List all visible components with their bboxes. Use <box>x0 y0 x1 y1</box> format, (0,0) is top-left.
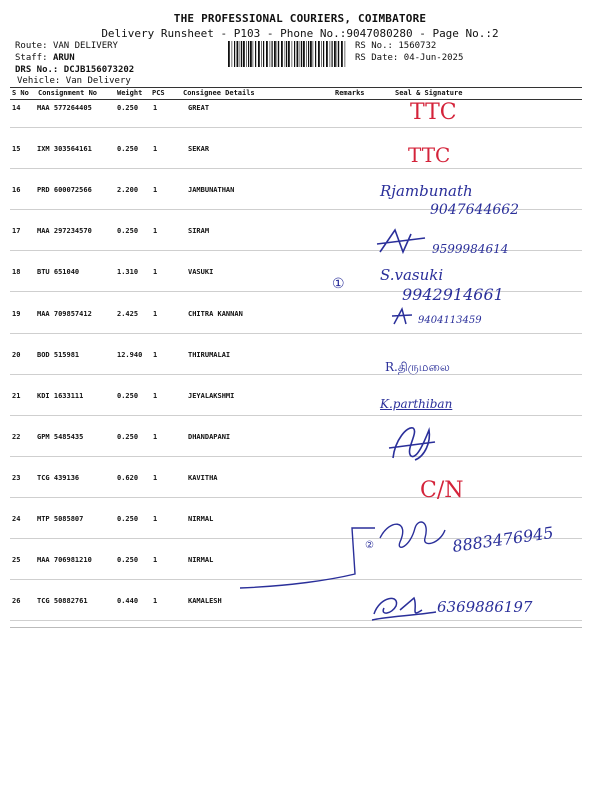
staff-value: ARUN <box>52 53 75 63</box>
row-pcs: 1 <box>153 268 158 277</box>
row-sno: 18 <box>12 268 21 277</box>
row-weight: 0.440 <box>117 597 139 606</box>
row-weight: 0.250 <box>117 432 139 441</box>
row-consignee: NIRMAL <box>188 515 214 523</box>
row-pcs: 1 <box>153 515 158 523</box>
rs-no-label: RS No.: <box>355 41 393 51</box>
row-weight: 1.310 <box>117 268 139 277</box>
row-consignee: KAVITHA <box>188 473 218 482</box>
row-sno: 14 <box>12 104 21 112</box>
route-value: VAN DELIVERY <box>52 41 118 51</box>
row-consignee: THIRUMALAI <box>188 350 231 359</box>
signature-row-14: TTC <box>410 100 457 125</box>
row-divider <box>10 127 582 128</box>
header-top-rule <box>10 87 582 88</box>
row-consignee: JEYALAKSHMI <box>188 391 235 400</box>
row-weight: 0.250 <box>117 391 139 400</box>
vehicle-line <box>17 76 131 86</box>
col-remarks: Remarks <box>335 89 365 97</box>
row-consignment-no: MAA 297234570 <box>37 227 92 236</box>
staff-label: Staff: <box>15 53 48 63</box>
row-consignee: GREAT <box>188 104 210 112</box>
row-weight: 0.250 <box>117 145 139 154</box>
row-consignment-no: MAA 577264405 <box>37 104 92 112</box>
row-pcs: 1 <box>153 432 158 441</box>
row-sno: 26 <box>12 597 21 606</box>
vehicle-value: Van Delivery <box>65 76 131 86</box>
row-consignment-no: MAA 706981210 <box>37 556 92 565</box>
table-row <box>0 227 600 268</box>
row-pcs: 1 <box>153 473 158 482</box>
signature-row-24-phone: 8883476945 <box>451 523 555 556</box>
row-pcs: 1 <box>153 104 158 112</box>
row-divider <box>10 456 582 457</box>
signature-row-24-scribble <box>240 508 470 593</box>
row-sno: 19 <box>12 309 21 318</box>
signature-row-22-scribble <box>385 420 445 465</box>
signature-row-21: K.parthiban <box>380 397 453 411</box>
row-sno: 25 <box>12 556 21 565</box>
remark-row-18: ① <box>332 276 345 292</box>
col-pcs: PCS <box>152 89 165 97</box>
row-pcs: 1 <box>153 309 158 318</box>
row-consignment-no: TCG 50882761 <box>37 597 88 606</box>
row-divider <box>10 374 582 375</box>
row-consignment-no: MAA 709857412 <box>37 309 92 318</box>
row-consignee: SIRAM <box>188 227 210 236</box>
rs-date-line <box>355 53 463 63</box>
row-consignee: VASUKI <box>188 268 214 277</box>
row-divider <box>10 168 582 169</box>
header-bottom-rule <box>10 99 582 100</box>
row-weight: 0.620 <box>117 473 139 482</box>
signature-row-16-phone: 9047644662 <box>430 202 520 218</box>
signature-row-17-phone: 9599984614 <box>432 242 509 256</box>
signature-row-17-scribble <box>375 222 435 262</box>
signature-row-24-mark: ② <box>365 540 374 551</box>
row-divider <box>10 333 582 334</box>
row-consignment-no: MTP 5085807 <box>37 515 84 523</box>
row-sno: 16 <box>12 186 21 195</box>
table-row <box>0 392 600 433</box>
row-pcs: 1 <box>153 186 158 195</box>
runsheet-line: Delivery Runsheet - P103 - Phone No.:9047080280 - Page No.:2 <box>101 27 499 40</box>
table-row <box>0 433 600 474</box>
row-consignment-no: TCG 439136 <box>37 473 80 482</box>
table-row <box>0 268 600 309</box>
row-sno: 23 <box>12 473 21 482</box>
table-row <box>0 351 600 392</box>
signature-row-26-phone: 6369886197 <box>437 598 533 616</box>
row-pcs: 1 <box>153 391 158 400</box>
row-weight: 0.250 <box>117 515 139 523</box>
signature-row-15: TTC <box>408 143 451 167</box>
signature-row-19-phone: 9404113459 <box>418 315 482 326</box>
row-pcs: 1 <box>153 350 158 359</box>
row-consignment-no: GPM 5485435 <box>37 432 84 441</box>
signature-row-16-name: Rjambunath <box>380 182 473 200</box>
barcode <box>228 41 348 67</box>
row-consignee: NIRMAL <box>188 556 214 565</box>
row-pcs: 1 <box>153 556 158 565</box>
signature-row-20: R.திருமலை <box>385 360 450 374</box>
drs-value: DCJB156073202 <box>63 65 135 75</box>
row-consignee: DHANDAPANI <box>188 432 231 441</box>
row-sno: 22 <box>12 432 21 441</box>
table-end-rule <box>10 627 582 628</box>
staff-line <box>15 53 75 63</box>
row-weight: 0.250 <box>117 227 139 236</box>
row-weight: 0.250 <box>117 556 139 565</box>
row-sno: 21 <box>12 391 21 400</box>
row-consignment-no: KDI 1633111 <box>37 391 84 400</box>
drs-line <box>15 65 134 75</box>
row-pcs: 1 <box>153 597 158 606</box>
company-name: THE PROFESSIONAL COURIERS, COIMBATORE <box>173 12 427 25</box>
signature-row-23: C/N <box>420 478 464 503</box>
row-divider <box>10 497 582 498</box>
col-weight: Weight <box>117 89 143 97</box>
route-label: Route: <box>15 41 48 51</box>
rs-date-label: RS Date: <box>355 53 399 63</box>
table-row <box>0 310 600 351</box>
col-consignment: Consignment No <box>38 89 98 97</box>
row-consignment-no: BOD 515981 <box>37 350 80 359</box>
signature-row-19-scribble <box>390 306 416 328</box>
signature-row-18-phone: 9942914661 <box>402 285 504 304</box>
route-line <box>15 41 118 51</box>
table-row <box>0 104 600 145</box>
row-consignment-no: PRD 600072566 <box>37 186 92 195</box>
drs-label: DRS No.: <box>15 65 59 75</box>
row-weight: 2.425 <box>117 309 139 318</box>
row-consignee: CHITRA KANNAN <box>188 309 243 318</box>
row-sno: 20 <box>12 350 21 359</box>
row-divider <box>10 415 582 416</box>
signature-row-26-scribble <box>370 590 438 624</box>
row-pcs: 1 <box>153 145 158 154</box>
row-weight: 2.200 <box>117 186 139 195</box>
row-sno: 17 <box>12 227 21 236</box>
rs-date-value: 04-Jun-2025 <box>403 53 464 63</box>
row-weight: 12.940 <box>117 350 143 359</box>
vehicle-label: Vehicle: <box>17 76 61 86</box>
row-consignment-no: IXM 303564161 <box>37 145 92 154</box>
rs-no-value: 1560732 <box>398 41 437 51</box>
row-sno: 15 <box>12 145 21 154</box>
row-consignee: KAMALESH <box>188 597 222 606</box>
col-sno: S No <box>12 89 29 97</box>
row-consignee: SEKAR <box>188 145 210 154</box>
row-pcs: 1 <box>153 227 158 236</box>
row-sno: 24 <box>12 515 21 523</box>
rs-no-line <box>355 41 436 51</box>
col-consignee: Consignee Details <box>183 89 255 97</box>
table-row <box>0 145 600 186</box>
row-consignment-no: BTU 651040 <box>37 268 80 277</box>
row-consignee: JAMBUNATHAN <box>188 186 235 195</box>
col-seal-signature: Seal & Signature <box>395 89 463 97</box>
row-divider <box>10 620 582 621</box>
row-weight: 0.250 <box>117 104 139 112</box>
signature-row-18-name: S.vasuki <box>380 266 444 284</box>
